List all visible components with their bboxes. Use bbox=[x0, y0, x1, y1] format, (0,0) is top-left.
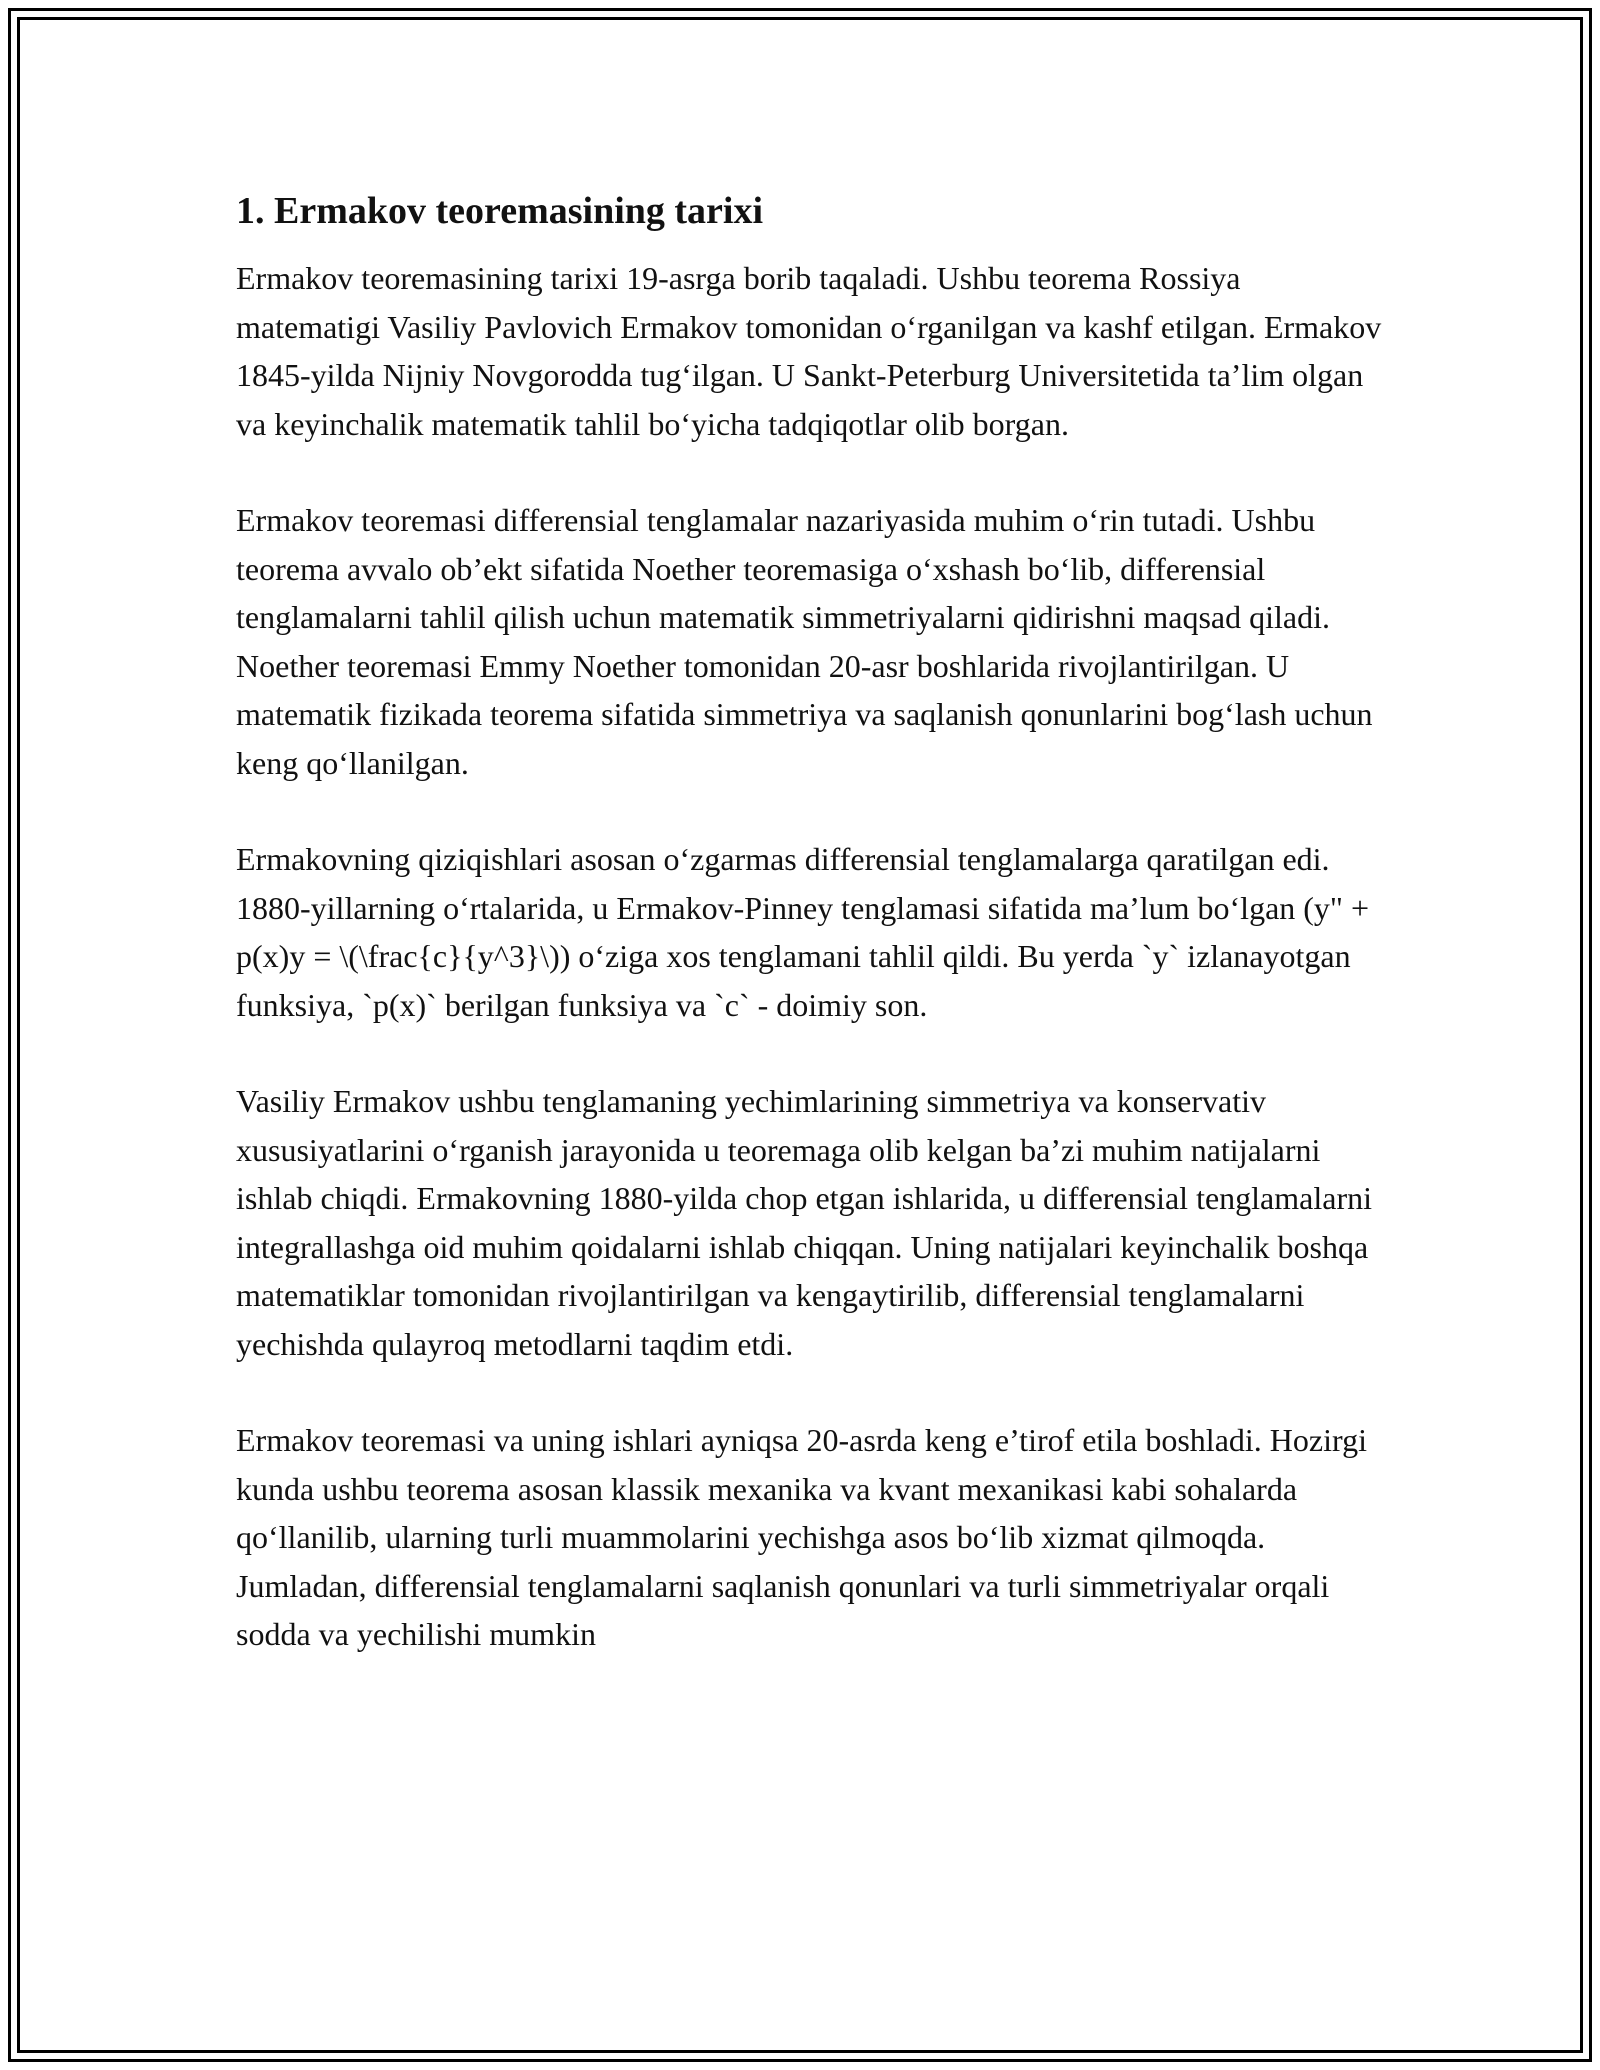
paragraph-3: Ermakovning qiziqishlari asosan o‘zgarmas differensial tenglamalarga qaratilgan edi. 1880-yillarning o‘rtalarida, u Ermakov-Pinney tenglamasi sifatida ma’lum bo‘lgan (y" + p(x)y = \(\frac{c}{y^3}\)) o‘ziga xos tenglamani tahlil qildi. Bu yerda `y` izlanayotgan funksiya, `p(x)` berilgan funksiya va `c` - doimiy son. bbox=[236, 841, 1370, 1023]
paragraph-5: Ermakov teoremasi va uning ishlari ayniqsa 20-asrda keng e’tirof etila boshladi. Hozirgi kunda ushbu teorema asosan klassik mexanika va kvant mexanikasi kabi sohalarda qo‘llanilib, ularning turli muammolarini yechishga asos bo‘lib xizmat qilmoqda. Jumladan, differensial tenglamalarni saqlanish qonunlari va turli simmetriyalar orqali sodda va yechilishi mumkin bbox=[236, 1422, 1367, 1652]
paragraph-1: Ermakov teoremasining tarixi 19-asrga borib taqaladi. Ushbu teorema Rossiya matematigi Vasiliy Pavlovich Ermakov tomonidan o‘rganilgan va kashf etilgan. Ermakov 1845-yilda Nijniy Novgorodda tug‘ilgan. U Sankt-Peterburg Universitetida ta’lim olgan va keyinchalik matematik tahlil bo‘yicha tadqiqotlar olib borgan. bbox=[236, 260, 1382, 442]
paragraph-4: Vasiliy Ermakov ushbu tenglamaning yechimlarining simmetriya va konservativ xususiyatlarini o‘rganish jarayonida u teoremaga olib kelgan ba’zi muhim natijalarni ishlab chiqdi. Ermakovning 1880-yilda chop etgan ishlarida, u differensial tenglamalarni integrallashga oid muhim qoidalarni ishlab chiqqan. Uning natijalari keyinchalik boshqa matematiklar tomonidan rivojlantirilgan va kengaytirilib, differensial tenglamalarni yechishda qulayroq metodlarni taqdim etdi. bbox=[236, 1083, 1372, 1362]
document-body bbox=[236, 186, 1386, 1707]
section-heading: 1. Ermakov teoremasining tarixi bbox=[236, 190, 764, 232]
paragraph-2: Ermakov teoremasi differensial tenglamalar nazariyasida muhim o‘rin tutadi. Ushbu teorema avvalo ob’ekt sifatida Noether teoremasiga o‘xshash bo‘lib, differensial tenglamalarni tahlil qilish uchun matematik simmetriyalarni qidirishni maqsad qiladi. Noether teoremasi Emmy Noether tomonidan 20-asr boshlarida rivojlantirilgan. U matematik fizikada teorema sifatida simmetriya va saqlanish qonunlarini bog‘lash uchun keng qo‘llanilgan. bbox=[236, 502, 1373, 781]
